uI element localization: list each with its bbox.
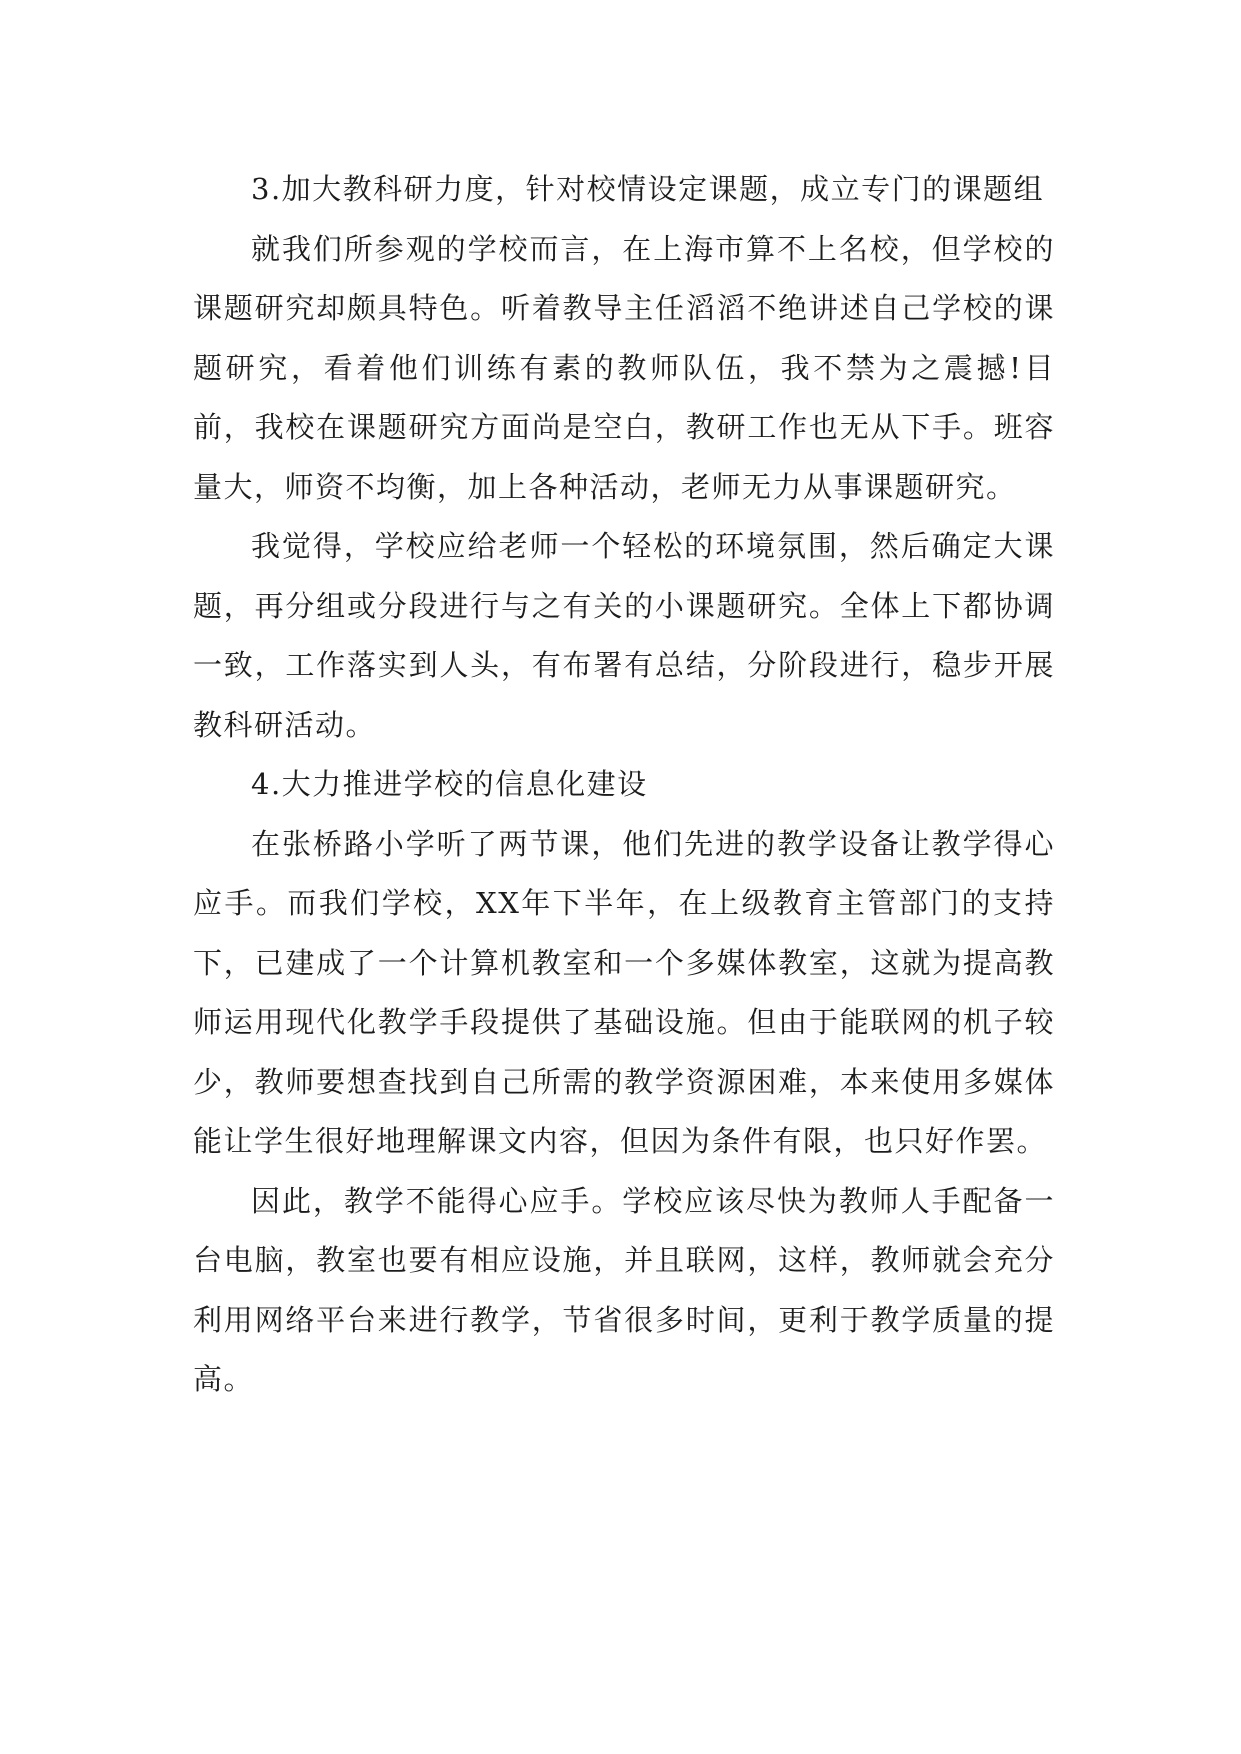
paragraph-research-suggestion: 我觉得，学校应给老师一个轻松的环境氛围，然后确定大课题，再分组或分段进行与之有关的小课题研究。全体上下都协调一致，工作落实到人头，有布署有总结，分阶段进行，稳步开展教科研活动。 <box>193 529 1055 742</box>
paragraph-conclusion: 因此，教学不能得心应手。学校应该尽快为教师人手配备一台电脑，教室也要有相应设施，并且联网，这样，教师就会充分利用网络平台来进行教学，节省很多时间，更利于教学质量的提高。 <box>193 1183 1055 1396</box>
heading-informatization: 4.大力推进学校的信息化建设 <box>251 767 648 801</box>
document-body <box>193 160 1055 1410</box>
paragraph-equipment: 在张桥路小学听了两节课，他们先进的教学设备让教学得心应手。而我们学校，XX年下半年，在上级教育主管部门的支持下，已建成了一个计算机教室和一个多媒体教室，这就为提高教师运用现代化教学手段提供了基础设施。但由于能联网的机子较少，教师要想查找到自己所需的教学资源困难，本来使用多媒体能让学生很好地理解课文内容，但因为条件有限，也只好作罢。 <box>193 826 1055 1158</box>
heading-research: 3.加大教科研力度，针对校情设定课题，成立专门的课题组 <box>251 172 1045 206</box>
paragraph-visit-observation: 就我们所参观的学校而言，在上海市算不上名校，但学校的课题研究却颇具特色。听着教导主任滔滔不绝讲述自己学校的课题研究，看着他们训练有素的教师队伍，我不禁为之震撼!目前，我校在课题研究方面尚是空白，教研工作也无从下手。班容量大，师资不均衡，加上各种活动，老师无力从事课题研究。 <box>193 231 1055 504</box>
